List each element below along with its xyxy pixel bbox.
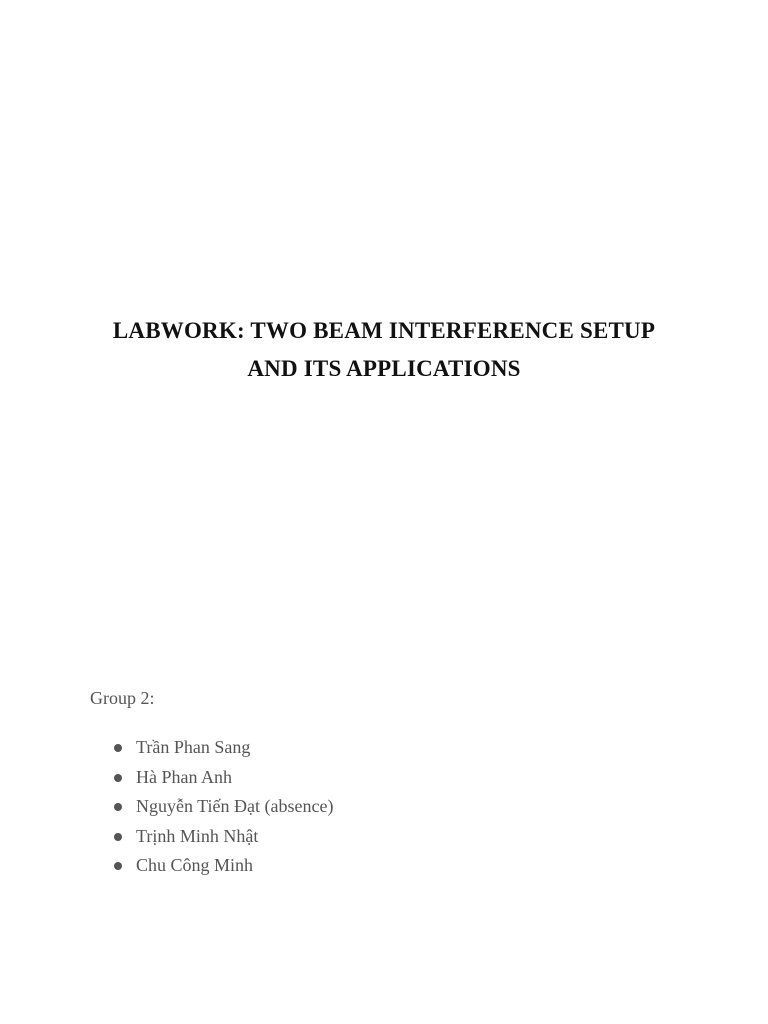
member-item	[90, 763, 690, 793]
group-section	[90, 685, 690, 881]
group-label: Group 2:	[90, 688, 155, 708]
member-item	[90, 822, 690, 852]
member-name: Chu Công Minh	[136, 855, 254, 875]
member-name: Nguyễn Tiến Đạt (absence)	[136, 796, 334, 816]
member-item	[90, 792, 690, 822]
member-item	[90, 733, 690, 763]
bullet-icon	[114, 833, 122, 841]
title-line-1: LABWORK: TWO BEAM INTERFERENCE SETUP	[112, 318, 656, 343]
member-name: Hà Phan Anh	[136, 766, 232, 787]
title-line-2: AND ITS APPLICATIONS	[247, 356, 521, 381]
bullet-icon	[114, 862, 122, 870]
bullet-icon	[114, 803, 122, 811]
member-item	[90, 851, 690, 881]
member-list	[90, 733, 690, 881]
bullet-icon	[114, 744, 122, 752]
member-name: Trần Phan Sang	[136, 737, 251, 757]
document-title	[0, 312, 768, 388]
member-name: Trịnh Minh Nhật	[136, 825, 259, 846]
bullet-icon	[114, 774, 122, 782]
